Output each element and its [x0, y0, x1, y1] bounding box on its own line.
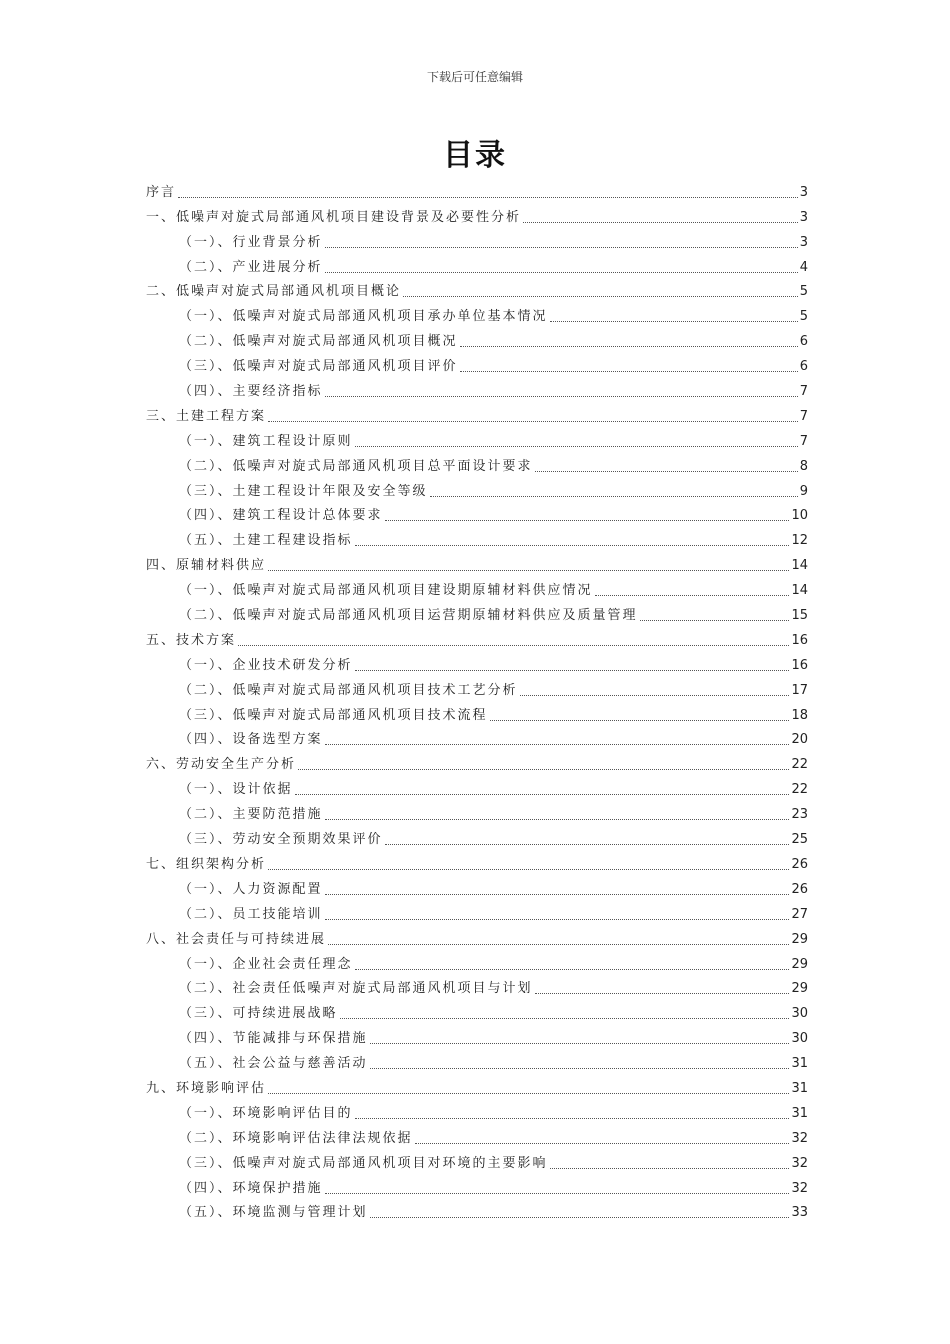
toc-entry-label: （一）、行业背景分析 [179, 234, 323, 250]
toc-section-entry[interactable] [146, 475, 808, 500]
toc-entry-page-number: 32 [791, 1130, 808, 1146]
toc-dot-leader [535, 471, 798, 472]
toc-dot-leader [325, 1193, 790, 1194]
toc-section-entry[interactable] [146, 1197, 808, 1222]
toc-section-entry[interactable] [146, 724, 808, 749]
toc-dot-leader [325, 819, 790, 820]
toc-entry-page-number: 20 [791, 732, 808, 748]
toc-chapter-entry[interactable] [146, 400, 808, 425]
toc-dot-leader [355, 446, 798, 447]
toc-section-entry[interactable] [146, 1122, 808, 1147]
toc-section-entry[interactable] [146, 773, 808, 798]
toc-entry-label: （四）、建筑工程设计总体要求 [179, 508, 383, 524]
toc-entry-label: （一）、企业技术研发分析 [179, 657, 353, 673]
toc-entry-label: 四、原辅材料供应 [146, 558, 267, 574]
toc-dot-leader [370, 1043, 790, 1044]
toc-entry-page-number: 23 [791, 807, 808, 823]
toc-entry-label: （二）、低噪声对旋式局部通风机项目总平面设计要求 [179, 458, 533, 474]
toc-section-entry[interactable] [146, 524, 808, 549]
toc-dot-leader [325, 396, 798, 397]
toc-chapter-entry[interactable] [146, 624, 808, 649]
toc-entry-page-number: 5 [799, 284, 808, 300]
toc-entry-page-number: 4 [799, 259, 808, 275]
toc-entry-page-number: 31 [791, 1105, 808, 1121]
toc-entry-page-number: 29 [791, 981, 808, 997]
toc-section-entry[interactable] [146, 798, 808, 823]
toc-entry-label: （四）、环境保护措施 [179, 1180, 323, 1196]
toc-entry-label: （一）、建筑工程设计原则 [179, 433, 353, 449]
toc-dot-leader [535, 993, 790, 994]
toc-entry-label: （二）、社会责任低噪声对旋式局部通风机项目与计划 [179, 981, 533, 997]
toc-entry-page-number: 25 [791, 832, 808, 848]
toc-entry-label: （一）、设计依据 [179, 782, 293, 798]
toc-entry-page-number: 16 [791, 657, 808, 673]
toc-section-entry[interactable] [146, 450, 808, 475]
toc-section-entry[interactable] [146, 226, 808, 251]
toc-dot-leader [520, 695, 790, 696]
toc-entry-page-number: 26 [791, 881, 808, 897]
toc-dot-leader [355, 1118, 790, 1119]
toc-entry-page-number: 30 [791, 1031, 808, 1047]
toc-entry-label: （一）、环境影响评估目的 [179, 1105, 353, 1121]
toc-dot-leader [268, 869, 789, 870]
toc-list [146, 176, 808, 1221]
toc-chapter-entry[interactable] [146, 748, 808, 773]
toc-entry-label: （二）、低噪声对旋式局部通风机项目技术工艺分析 [179, 682, 518, 698]
toc-entry-label: （四）、节能减排与环保措施 [179, 1031, 368, 1047]
toc-entry-label: （二）、员工技能培训 [179, 906, 323, 922]
toc-dot-leader [385, 844, 790, 845]
toc-dot-leader [325, 894, 790, 895]
toc-section-entry[interactable] [146, 898, 808, 923]
toc-entry-page-number: 3 [799, 234, 808, 250]
toc-entry-label: （一）、低噪声对旋式局部通风机项目建设期原辅材料供应情况 [179, 583, 593, 599]
toc-dot-leader [430, 496, 798, 497]
toc-dot-leader [340, 1018, 790, 1019]
toc-entry-page-number: 12 [791, 533, 808, 549]
toc-dot-leader [415, 1143, 790, 1144]
toc-entry-page-number: 30 [791, 1006, 808, 1022]
toc-entry-label: （二）、产业进展分析 [179, 259, 323, 275]
toc-entry-page-number: 18 [791, 707, 808, 723]
toc-section-entry[interactable] [146, 1147, 808, 1172]
toc-entry-label: （五）、社会公益与慈善活动 [179, 1056, 368, 1072]
toc-dot-leader [355, 545, 790, 546]
toc-section-entry[interactable] [146, 325, 808, 350]
toc-section-entry[interactable] [146, 1097, 808, 1122]
toc-dot-leader [325, 919, 790, 920]
toc-entry-page-number: 29 [791, 956, 808, 972]
toc-entry-page-number: 10 [791, 508, 808, 524]
toc-entry-page-number: 31 [791, 1080, 808, 1096]
toc-section-entry[interactable] [146, 674, 808, 699]
toc-dot-leader [238, 645, 789, 646]
toc-entry-page-number: 9 [799, 483, 808, 499]
toc-entry-label: （三）、土建工程设计年限及安全等级 [179, 483, 428, 499]
toc-section-entry[interactable] [146, 649, 808, 674]
toc-entry-page-number: 6 [799, 334, 808, 350]
toc-chapter-entry[interactable] [146, 923, 808, 948]
toc-entry-page-number: 33 [791, 1205, 808, 1221]
toc-dot-leader [640, 620, 790, 621]
toc-section-entry[interactable] [146, 997, 808, 1022]
toc-dot-leader [268, 421, 798, 422]
toc-entry-page-number: 7 [799, 384, 808, 400]
toc-section-entry[interactable] [146, 823, 808, 848]
toc-dot-leader [328, 944, 789, 945]
toc-entry-label: 序言 [146, 184, 177, 200]
toc-section-entry[interactable] [146, 1047, 808, 1072]
toc-section-entry[interactable] [146, 425, 808, 450]
toc-entry-label: 三、土建工程方案 [146, 408, 267, 424]
toc-section-entry[interactable] [146, 300, 808, 325]
toc-dot-leader [178, 197, 798, 198]
toc-dot-leader [523, 222, 798, 223]
toc-section-entry[interactable] [146, 251, 808, 276]
toc-entry-label: （五）、环境监测与管理计划 [179, 1205, 368, 1221]
toc-entry-label: 五、技术方案 [146, 632, 237, 648]
toc-dot-leader [460, 371, 798, 372]
toc-entry-page-number: 29 [791, 931, 808, 947]
toc-chapter-entry[interactable] [146, 848, 808, 873]
toc-entry-label: （四）、主要经济指标 [179, 384, 323, 400]
toc-dot-leader [460, 346, 798, 347]
toc-section-entry[interactable] [146, 599, 808, 624]
toc-section-entry[interactable] [146, 973, 808, 998]
toc-entry-label: （三）、低噪声对旋式局部通风机项目对环境的主要影响 [179, 1155, 548, 1171]
toc-title: 目录 [443, 138, 507, 173]
toc-entry-label: （五）、土建工程建设指标 [179, 533, 353, 549]
toc-section-entry[interactable] [146, 699, 808, 724]
toc-entry-label: （二）、主要防范措施 [179, 807, 323, 823]
toc-entry-label: （三）、可持续进展战略 [179, 1006, 338, 1022]
toc-entry-page-number: 5 [799, 309, 808, 325]
toc-entry-label: （二）、低噪声对旋式局部通风机项目概况 [179, 334, 458, 350]
toc-dot-leader [550, 321, 798, 322]
toc-dot-leader [295, 794, 790, 795]
toc-entry-label: 九、环境影响评估 [146, 1080, 267, 1096]
toc-entry-page-number: 8 [799, 458, 808, 474]
toc-dot-leader [550, 1168, 790, 1169]
toc-section-entry[interactable] [146, 1022, 808, 1047]
toc-entry-page-number: 7 [799, 433, 808, 449]
toc-entry-page-number: 31 [791, 1056, 808, 1072]
toc-chapter-entry[interactable] [146, 549, 808, 574]
toc-entry-page-number: 14 [791, 583, 808, 599]
toc-entry-page-number: 32 [791, 1155, 808, 1171]
toc-dot-leader [595, 595, 790, 596]
toc-dot-leader [298, 769, 789, 770]
toc-entry-label: （二）、环境影响评估法律法规依据 [179, 1130, 413, 1146]
toc-entry-label: （三）、低噪声对旋式局部通风机项目技术流程 [179, 707, 488, 723]
toc-entry-page-number: 15 [791, 608, 808, 624]
toc-section-entry[interactable] [146, 948, 808, 973]
toc-entry-label: （一）、人力资源配置 [179, 881, 323, 897]
toc-entry-label: （二）、低噪声对旋式局部通风机项目运营期原辅材料供应及质量管理 [179, 608, 638, 624]
toc-entry-label: （一）、企业社会责任理念 [179, 956, 353, 972]
toc-dot-leader [370, 1217, 790, 1218]
toc-dot-leader [325, 272, 798, 273]
toc-dot-leader [370, 1068, 790, 1069]
toc-entry-label: 二、低噪声对旋式局部通风机项目概论 [146, 284, 402, 300]
toc-section-entry[interactable] [146, 1172, 808, 1197]
toc-entry-page-number: 14 [791, 558, 808, 574]
toc-entry-label: （三）、劳动安全预期效果评价 [179, 832, 383, 848]
toc-entry-page-number: 7 [799, 408, 808, 424]
toc-dot-leader [268, 1093, 789, 1094]
toc-entry-label: 七、组织架构分析 [146, 856, 267, 872]
toc-entry-label: （一）、低噪声对旋式局部通风机项目承办单位基本情况 [179, 309, 548, 325]
toc-chapter-entry[interactable] [146, 1072, 808, 1097]
toc-entry-label: （四）、设备选型方案 [179, 732, 323, 748]
toc-entry-page-number: 22 [791, 782, 808, 798]
toc-chapter-entry[interactable] [146, 276, 808, 301]
toc-dot-leader [403, 296, 798, 297]
toc-dot-leader [325, 247, 798, 248]
toc-section-entry[interactable] [146, 873, 808, 898]
toc-section-entry[interactable] [146, 350, 808, 375]
toc-entry-page-number: 6 [799, 359, 808, 375]
toc-dot-leader [355, 670, 790, 671]
toc-entry-page-number: 22 [791, 757, 808, 773]
toc-entry-page-number: 17 [791, 682, 808, 698]
toc-section-entry[interactable] [146, 500, 808, 525]
toc-dot-leader [490, 720, 790, 721]
toc-dot-leader [385, 520, 790, 521]
toc-entry-page-number: 32 [791, 1180, 808, 1196]
toc-entry-page-number: 3 [799, 184, 808, 200]
toc-chapter-entry[interactable] [146, 176, 808, 201]
toc-entry-label: 六、劳动安全生产分析 [146, 757, 297, 773]
toc-entry-page-number: 27 [791, 906, 808, 922]
toc-dot-leader [325, 744, 790, 745]
toc-entry-label: 八、社会责任与可持续进展 [146, 931, 327, 947]
toc-entry-label: 一、低噪声对旋式局部通风机项目建设背景及必要性分析 [146, 209, 522, 225]
toc-entry-page-number: 26 [791, 856, 808, 872]
toc-dot-leader [268, 570, 789, 571]
toc-entry-label: （三）、低噪声对旋式局部通风机项目评价 [179, 359, 458, 375]
toc-entry-page-number: 3 [799, 209, 808, 225]
toc-section-entry[interactable] [146, 375, 808, 400]
header-note: 下载后可任意编辑 [426, 70, 523, 84]
toc-entry-page-number: 16 [791, 632, 808, 648]
toc-section-entry[interactable] [146, 574, 808, 599]
toc-dot-leader [355, 969, 790, 970]
toc-chapter-entry[interactable] [146, 201, 808, 226]
